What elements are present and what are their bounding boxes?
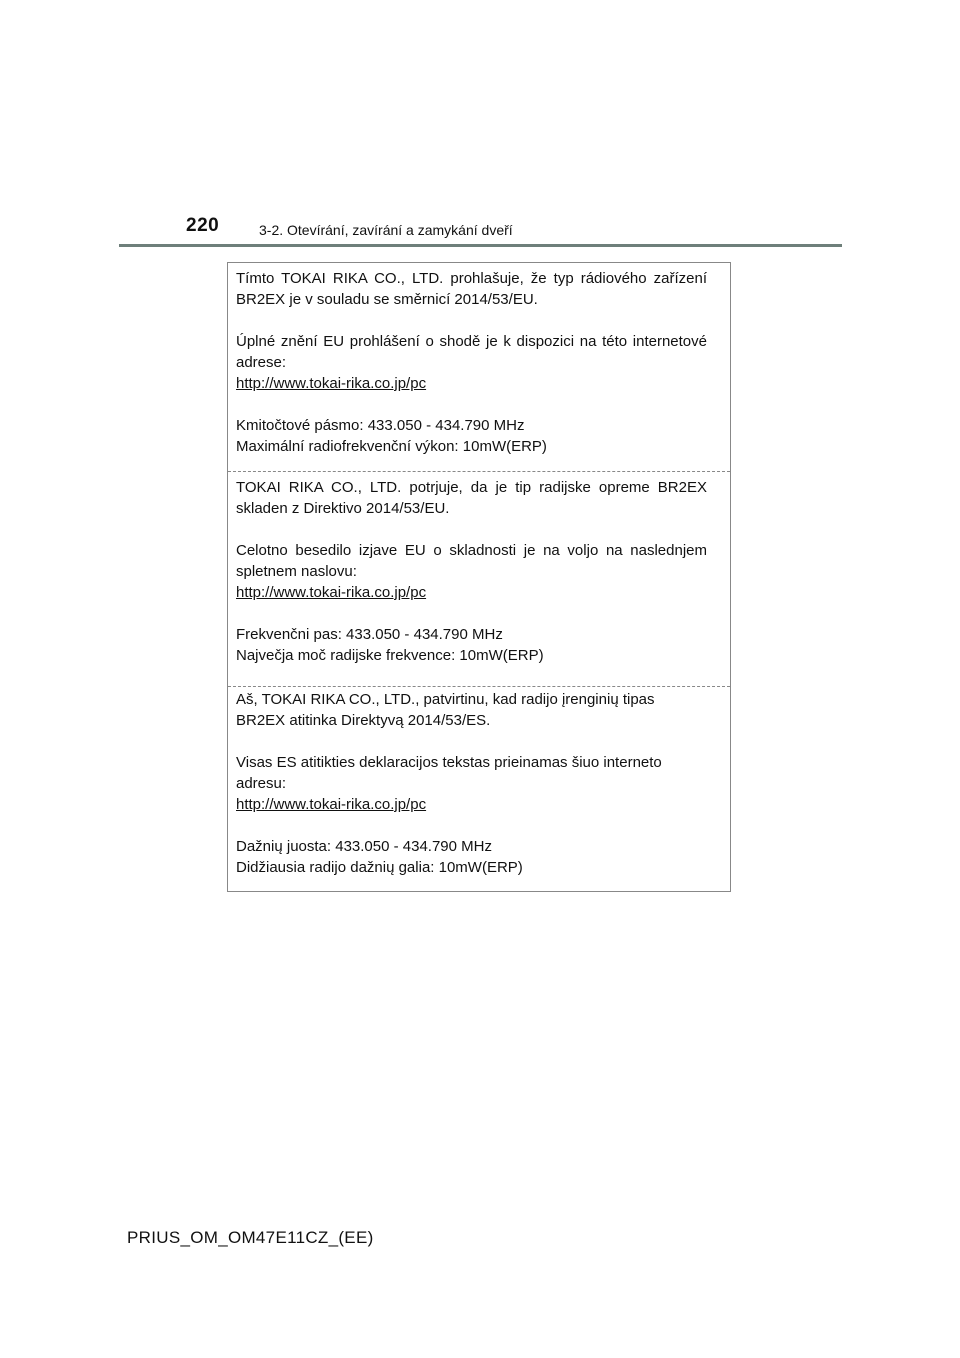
document-code: PRIUS_OM_OM47E11CZ_(EE) bbox=[127, 1228, 374, 1247]
specs-paragraph bbox=[236, 624, 707, 666]
header-divider bbox=[119, 244, 842, 247]
fulltext-line: Úplné znění EU prohlášení o shodě je k dispozici na této internetové bbox=[236, 333, 707, 350]
declaration-url-link[interactable]: http://www.tokai-rika.co.jp/pc bbox=[236, 375, 427, 392]
declaration-line: skladen z Direktivo 2014/53/EU. bbox=[236, 500, 450, 517]
fulltext-line: Celotno besedilo izjave EU o skladnosti je na voljo na naslednjem bbox=[236, 542, 707, 559]
declaration-paragraph bbox=[236, 477, 707, 519]
declaration-url-link[interactable]: http://www.tokai-rika.co.jp/pc bbox=[236, 584, 427, 601]
declaration-section-slovenian bbox=[228, 471, 730, 686]
fulltext-line: adrese: bbox=[236, 354, 287, 371]
fulltext-line: spletnem naslovu: bbox=[236, 563, 357, 580]
declaration-line: BR2EX je v souladu se směrnicí 2014/53/EU. bbox=[236, 291, 538, 308]
frequency-band: Dažnių juosta: 433.050 - 434.790 MHz bbox=[236, 838, 492, 855]
declaration-paragraph bbox=[236, 689, 707, 731]
max-power: Maximální radiofrekvenční výkon: 10mW(ERP) bbox=[236, 438, 547, 455]
specs-paragraph bbox=[236, 836, 707, 878]
fulltext-paragraph bbox=[236, 752, 707, 815]
declaration-section-lithuanian bbox=[228, 686, 730, 892]
section-title: 3-2. Otevírání, zavírání a zamykání dveří bbox=[259, 222, 513, 238]
declaration-section-czech bbox=[228, 263, 730, 471]
declaration-paragraph bbox=[236, 268, 707, 310]
declaration-line: Tímto TOKAI RIKA CO., LTD. prohlašuje, že typ rádiového zařízení bbox=[236, 270, 707, 287]
declaration-url-link[interactable]: http://www.tokai-rika.co.jp/pc bbox=[236, 796, 427, 813]
fulltext-line: adresu: bbox=[236, 775, 287, 792]
max-power: Didžiausia radijo dažnių galia: 10mW(ERP) bbox=[236, 859, 523, 876]
max-power: Največja moč radijske frekvence: 10mW(ERP) bbox=[236, 647, 544, 664]
fulltext-paragraph bbox=[236, 331, 707, 394]
frequency-band: Kmitočtové pásmo: 433.050 - 434.790 MHz bbox=[236, 417, 525, 434]
declaration-line: TOKAI RIKA CO., LTD. potrjuje, da je tip radijske opreme BR2EX bbox=[236, 479, 707, 496]
fulltext-line: Visas ES atitikties deklaracijos tekstas prieinamas šiuo interneto bbox=[236, 754, 662, 771]
declaration-line: BR2EX atitinka Direktyvą 2014/53/ES. bbox=[236, 712, 491, 729]
specs-paragraph bbox=[236, 415, 707, 457]
declaration-line: Aš, TOKAI RIKA CO., LTD., patvirtinu, kad radijo įrenginių tipas bbox=[236, 691, 655, 708]
frequency-band: Frekvenčni pas: 433.050 - 434.790 MHz bbox=[236, 626, 503, 643]
declaration-box bbox=[227, 262, 731, 892]
fulltext-paragraph bbox=[236, 540, 707, 603]
page-number: 220 bbox=[186, 215, 220, 236]
